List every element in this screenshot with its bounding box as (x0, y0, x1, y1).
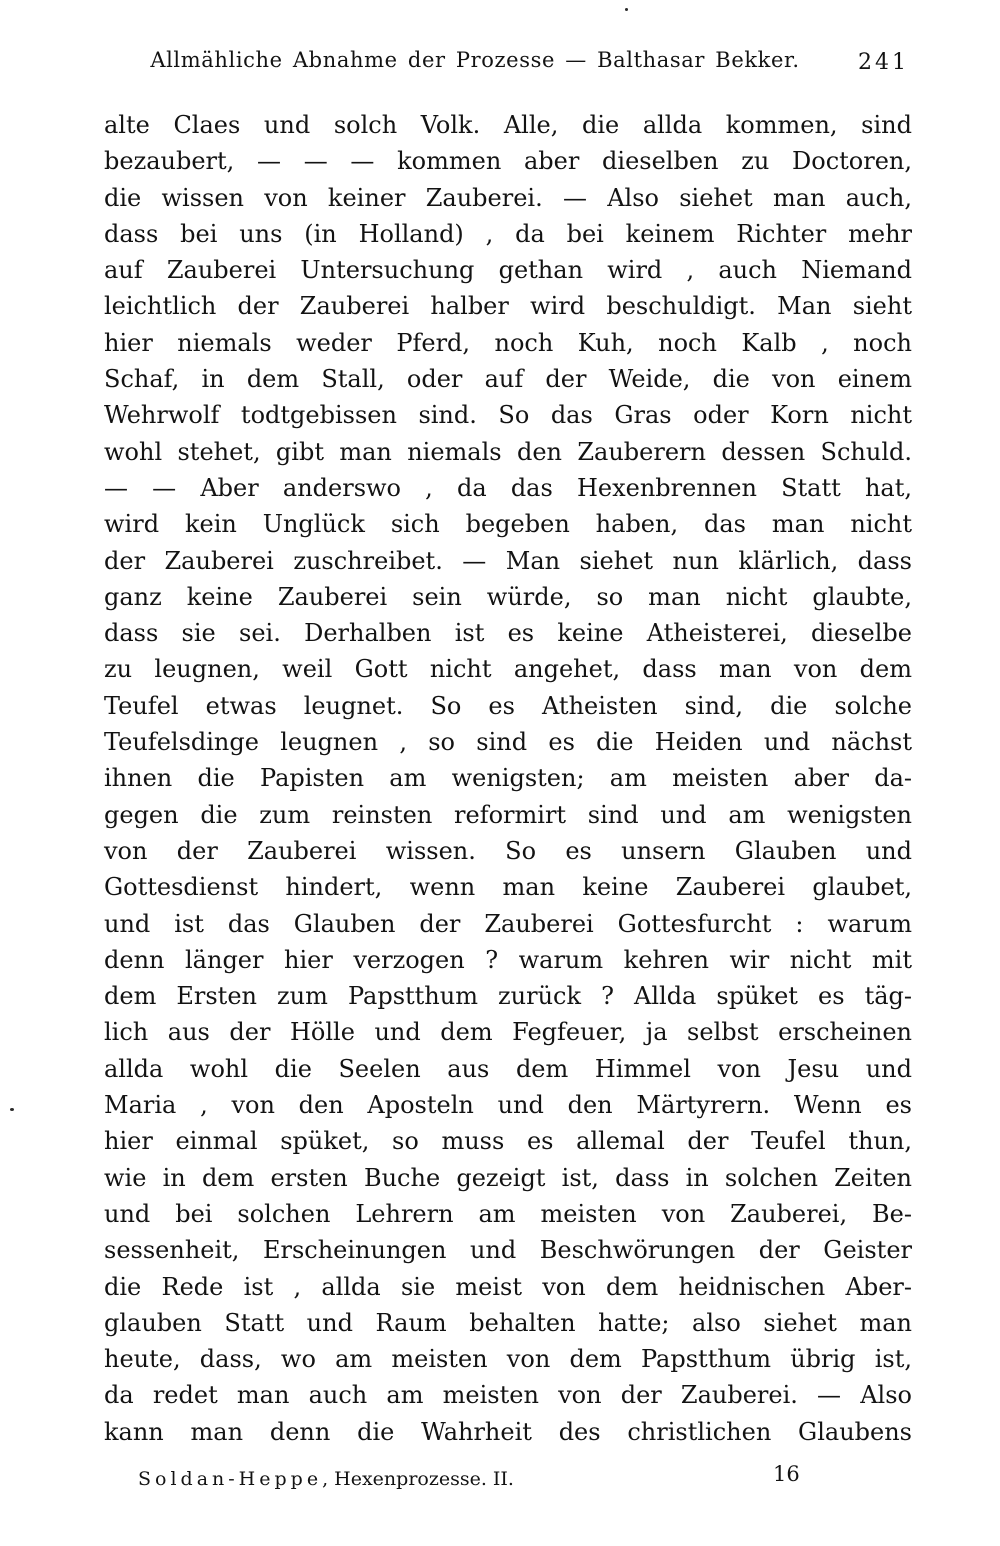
text-line: und bei solchen Lehrern am meisten von Zauberei, Be- (104, 1199, 912, 1228)
text-line: Schaf, in dem Stall, oder auf der Weide, die von einem (104, 365, 912, 394)
text-line: allda wohl die Seelen aus dem Himmel von Jesu und (104, 1054, 912, 1083)
text-line: der Zauberei zuschreibet. — Man siehet nun klärlich, dass (104, 546, 912, 575)
scan-artifact-dot (625, 8, 628, 11)
text-line: von der Zauberei wissen. So es unsern Glauben und (104, 836, 912, 865)
text-line: hier niemals weder Pferd, noch Kuh, noch Kalb , noch (104, 328, 912, 357)
text-line: — — Aber anderswo , da das Hexenbrennen Statt hat, (104, 473, 912, 502)
text-line: sessenheit, Erscheinungen und Beschwörungen der Geister (104, 1236, 912, 1265)
text-line: heute, dass, wo am meisten von dem Papstthum übrig ist, (104, 1345, 912, 1374)
text-line: wie in dem ersten Buche gezeigt ist, dass in solchen Zeiten (104, 1163, 912, 1192)
text-line: Wehrwolf todtgebissen sind. So das Gras oder Korn nicht (104, 401, 912, 430)
text-line: da redet man auch am meisten von der Zauberei. — Also (104, 1381, 912, 1410)
text-line: dass sie sei. Derhalben ist es keine Atheisterei, dieselbe (104, 619, 912, 648)
text-line: Teufel etwas leugnet. So es Atheisten sind, die solche (104, 691, 912, 720)
text-line: auf Zauberei Untersuchung gethan wird , auch Niemand (104, 256, 912, 285)
text-line: wohl stehet, gibt man niemals den Zauberern dessen Schuld. (104, 437, 912, 466)
text-line: Teufelsdinge leugnen , so sind es die Heiden und nächst (104, 728, 912, 757)
text-line: ihnen die Papisten am wenigsten; am meisten aber da- (104, 764, 912, 793)
text-line: die Rede ist , allda sie meist von dem heidnischen Aber- (104, 1272, 912, 1301)
text-line: die wissen von keiner Zauberei. — Also siehet man auch, (104, 183, 912, 212)
text-line: dem Ersten zum Papstthum zurück ? Allda spüket es täg- (104, 982, 912, 1011)
text-line: hier einmal spüket, so muss es allemal der Teufel thun, (104, 1127, 912, 1156)
running-header-title: Allmähliche Abnahme der Prozesse — Balthasar Bekker. (150, 48, 800, 72)
sheet-signature-number: 16 (773, 1462, 800, 1486)
book-reference-author: Soldan-Heppe (138, 1468, 323, 1490)
text-line: bezaubert, — — — kommen aber dieselben zu Doctoren, (104, 147, 912, 176)
text-line: kann man denn die Wahrheit des christlichen Glaubens (104, 1417, 912, 1446)
text-line: dass bei uns (in Holland) , da bei keinem Richter mehr (104, 219, 912, 248)
text-line: zu leugnen, weil Gott nicht angehet, dass man von dem (104, 655, 912, 684)
scan-artifact-dot (10, 1108, 14, 1111)
text-line: denn länger hier verzogen ? warum kehren wir nicht mit (104, 945, 912, 974)
text-line: leichtlich der Zauberei halber wird beschuldigt. Man sieht (104, 292, 912, 321)
body-text-block (104, 107, 912, 1450)
book-reference (138, 1468, 514, 1490)
text-line: und ist das Glauben der Zauberei Gottesfurcht : warum (104, 909, 912, 938)
text-line: gegen die zum reinsten reformirt sind und am wenigsten (104, 800, 912, 829)
page-number: 241 (858, 50, 909, 75)
text-line: wird kein Unglück sich begeben haben, das man nicht (104, 510, 912, 539)
text-line: Gottesdienst hindert, wenn man keine Zauberei glaubet, (104, 873, 912, 902)
book-reference-title: , Hexenprozesse. II. (322, 1468, 514, 1490)
text-line: glauben Statt und Raum behalten hatte; also siehet man (104, 1308, 912, 1337)
text-line: Maria , von den Aposteln und den Märtyrern. Wenn es (104, 1091, 912, 1120)
text-line: lich aus der Hölle und dem Fegfeuer, ja selbst erscheinen (104, 1018, 912, 1047)
text-line: alte Claes und solch Volk. Alle, die allda kommen, sind (104, 111, 912, 139)
text-line: ganz keine Zauberei sein würde, so man nicht glaubte, (104, 582, 912, 611)
